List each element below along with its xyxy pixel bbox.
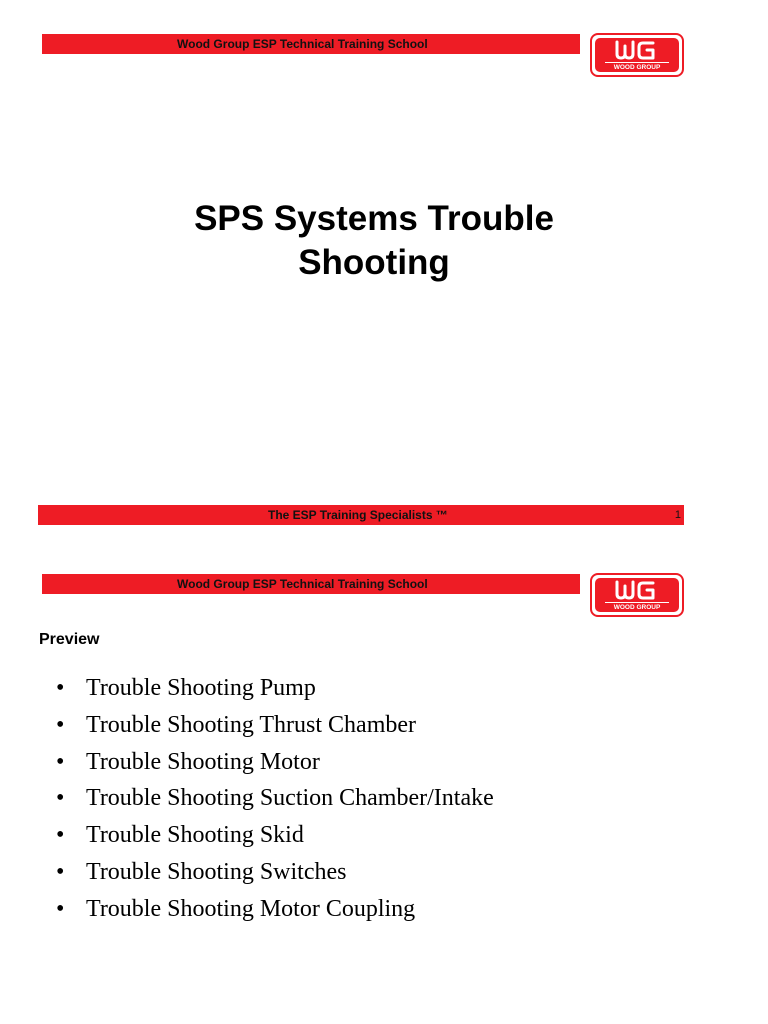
preview-heading: Preview [39,631,100,648]
wood-group-logo [590,33,684,77]
footer-bar [38,505,684,525]
bullet-icon: • [56,858,65,885]
slide-preview [0,540,768,1024]
header-bar [42,34,580,54]
preview-bullet-list [56,670,494,928]
header-school-name: Wood Group ESP Technical Training School [177,577,428,591]
list-item [56,854,494,891]
bullet-icon: • [56,748,65,775]
list-item-text: Trouble Shooting Suction Chamber/Intake [86,785,494,812]
wg-logo-icon [595,38,679,72]
header-school-name: Wood Group ESP Technical Training School [177,37,428,51]
slide-title-text: SPS Systems Trouble Shooting [194,199,554,282]
wood-group-logo [590,573,684,617]
list-item [56,744,494,781]
bullet-icon: • [56,711,65,738]
list-item-text: Trouble Shooting Motor [86,748,320,775]
list-item [56,817,494,854]
footer-tagline: The ESP Training Specialists ™ [268,508,448,522]
list-item [56,707,494,744]
page-number: 1 [674,509,681,521]
list-item-text: Trouble Shooting Thrust Chamber [86,711,417,738]
bullet-icon: • [56,895,65,922]
list-item [56,891,494,928]
bullet-icon: • [56,675,65,701]
list-item-text: Trouble Shooting Switches [86,858,347,885]
bullet-icon: • [56,822,65,849]
bullet-icon: • [56,785,65,812]
wg-logo-icon [595,578,679,612]
header-bar [42,574,580,594]
list-item [56,670,494,707]
list-item [56,780,494,817]
list-item-text: Trouble Shooting Motor Coupling [86,895,416,922]
svg-text:WOOD GROUP: WOOD GROUP [613,64,661,71]
list-item-text: Trouble Shooting Pump [86,675,316,701]
svg-text:WOOD GROUP: WOOD GROUP [613,604,661,611]
list-item-text: Trouble Shooting Skid [86,822,304,849]
